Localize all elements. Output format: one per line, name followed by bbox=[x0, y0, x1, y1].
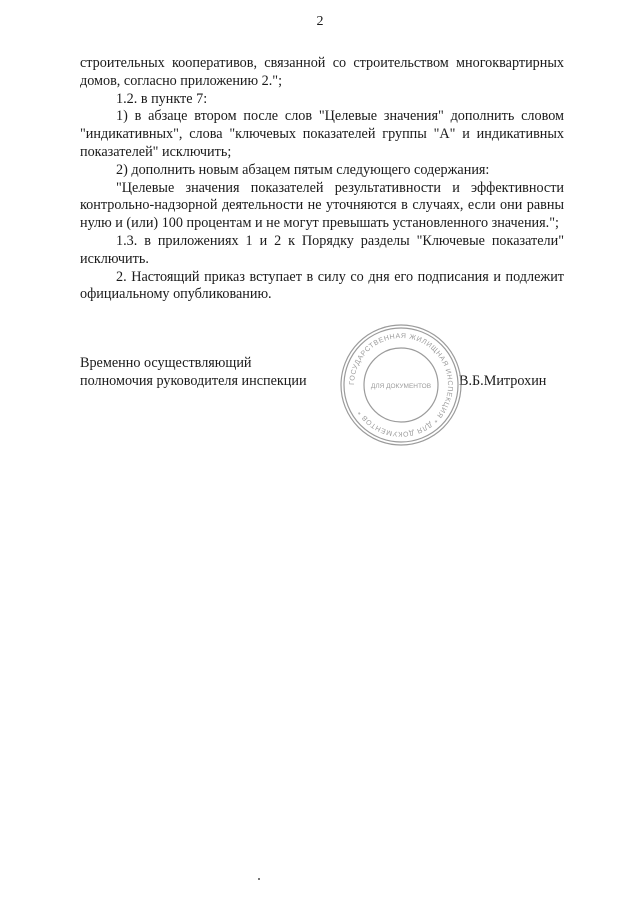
page-number: 2 bbox=[316, 14, 324, 29]
paragraph-item-2: 2. Настоящий приказ вступает в силу со дня его подписания и подлежит официальному опубликованию. bbox=[80, 268, 564, 303]
position-line-1: Временно осуществляющий bbox=[80, 355, 252, 371]
stamp-ring-text: ГОСУДАРСТВЕННАЯ ЖИЛИЩНАЯ ИНСПЕКЦИЯ * ДЛЯ ДОКУМЕНТОВ * bbox=[348, 332, 454, 438]
official-stamp bbox=[338, 322, 464, 448]
signature-position bbox=[80, 355, 307, 391]
paragraph-quoted-text: "Целевые значения показателей результативности и эффективности контрольно-надзорной деятельности не уточняются в случаях, если они равны нулю и (или) 100 процентам и не могут превышать установленного значения."; bbox=[80, 179, 564, 232]
paragraph-subitem-1: 1) в абзаце втором после слов "Целевые значения" дополнить словом "индикативных", слова "ключевых показателей группы "А" и индикативных показателей" исключить; bbox=[80, 108, 564, 160]
document-body bbox=[80, 55, 564, 304]
signer-name: В.Б.Митрохин bbox=[459, 373, 547, 389]
scan-speck bbox=[258, 878, 260, 880]
paragraph-item-1-3: 1.3. в приложениях 1 и 2 к Порядку разделы "Ключевые показатели" исключить. bbox=[80, 232, 564, 267]
paragraph-subitem-2: 2) дополнить новым абзацем пятым следующего содержания: bbox=[116, 161, 490, 178]
position-line-2: полномочия руководителя инспекции bbox=[80, 372, 307, 389]
paragraph-continuation: строительных кооперативов, связанной со строительством многоквартирных домов, согласно приложению 2."; bbox=[80, 55, 564, 89]
paragraph-item-1-2: 1.2. в пункте 7: bbox=[116, 90, 208, 107]
stamp-center-text: ДЛЯ ДОКУМЕНТОВ bbox=[370, 383, 432, 390]
